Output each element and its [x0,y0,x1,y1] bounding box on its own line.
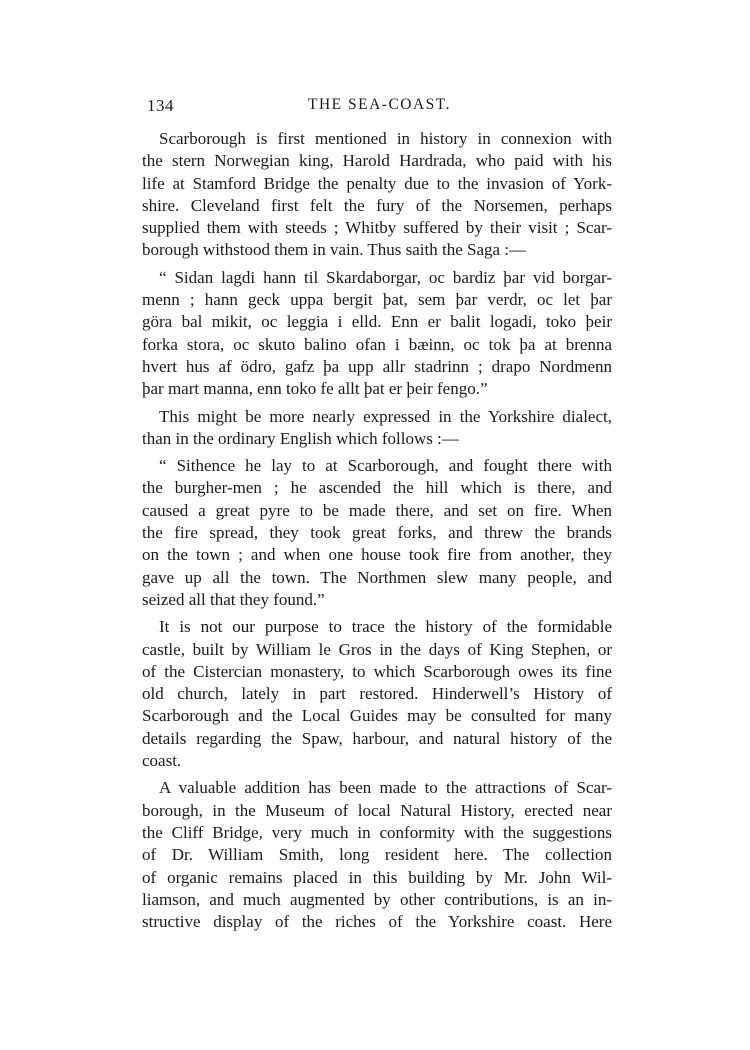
text-line: the Cliff Bridge, very much in conformity with the suggestions [142,822,612,842]
text-line: liamson, and much augmented by other contributions, is an in- [142,889,612,909]
text-line: the stern Norwegian king, Harold Hardrada, who paid with his [142,151,612,171]
body-text [142,128,612,933]
text-line: A valuable addition has been made to the attractions of Scar- [159,778,612,798]
text-line: göra bal mikit, oc leggia i elld. Enn er balit logadi, toko þeir [142,312,612,332]
page-number: 134 [147,96,174,115]
text-line: “ Sidan lagdi hann til Skardaborgar, oc bardiz þar vid borgar- [159,267,612,287]
text-line: castle, built by William le Gros in the days of King Stephen, or [142,639,612,659]
text-line: menn ; hann geck uppa bergit þat, sem þar verdr, oc let þar [142,290,612,310]
text-line: Scarborough is first mentioned in history in connexion with [159,129,612,148]
text-line: It is not our purpose to trace the history of the formidable [159,617,612,637]
text-line: Scarborough and the Local Guides may be consulted for many [142,706,612,726]
text-line: of Dr. William Smith, long resident here. The collection [142,845,612,865]
text-line: This might be more nearly expressed in the Yorkshire dialect, [159,406,612,426]
paragraph [142,406,612,451]
text-line: structive display of the riches of the Yorkshire coast. Here [142,912,612,932]
text-line: than in the ordinary English which follows :— [142,428,459,448]
paragraph [142,616,612,772]
text-line: caused a great pyre to be made there, and set on fire. When [142,500,612,520]
text-line: of the Cistercian monastery, to which Scarborough owes its fine [142,661,612,681]
text-line: “ Sithence he lay to at Scarborough, and fought there with [159,456,612,476]
paragraph [142,128,612,262]
text-line: gave up all the town. The Northmen slew many people, and [142,567,612,587]
text-line: life at Stamford Bridge the penalty due to the invasion of York- [142,173,612,193]
text-line: shire. Cleveland first felt the fury of the Norsemen, perhaps [142,195,612,215]
quote-paragraph [142,267,612,401]
quote-paragraph [142,455,612,611]
text-line: seized all that they found.” [142,589,325,609]
text-line: borough withstood them in vain. Thus saith the Saga :— [142,240,527,260]
text-line: old church, lately in part restored. Hinderwell’s History of [142,684,612,704]
text-line: of organic remains placed in this building by Mr. John Wil- [142,867,612,887]
text-line: hvert hus af ödro, gafz þa upp allr stadrinn ; drapo Nordmenn [142,356,612,376]
text-line: þar mart manna, enn toko fe allt þat er þeir fengo.” [142,379,488,399]
paragraph [142,777,612,933]
text-line: borough, in the Museum of local Natural History, erected near [142,800,612,820]
running-head: THE SEA-COAST. [308,96,451,113]
text-line: supplied them with steeds ; Whitby suffered by their visit ; Scar- [142,218,612,238]
text-line: forka stora, oc skuto balino ofan i bæinn, oc tok þa at brenna [142,334,612,354]
page-header [147,96,612,120]
text-line: coast. [142,751,182,771]
text-line: details regarding the Spaw, harbour, and natural history of the [142,728,612,748]
text-line: on the town ; and when one house took fire from another, they [142,545,612,565]
text-line: the fire spread, they took great forks, and threw the brands [142,523,612,543]
text-line: the burgher-men ; he ascended the hill which is there, and [142,478,612,498]
